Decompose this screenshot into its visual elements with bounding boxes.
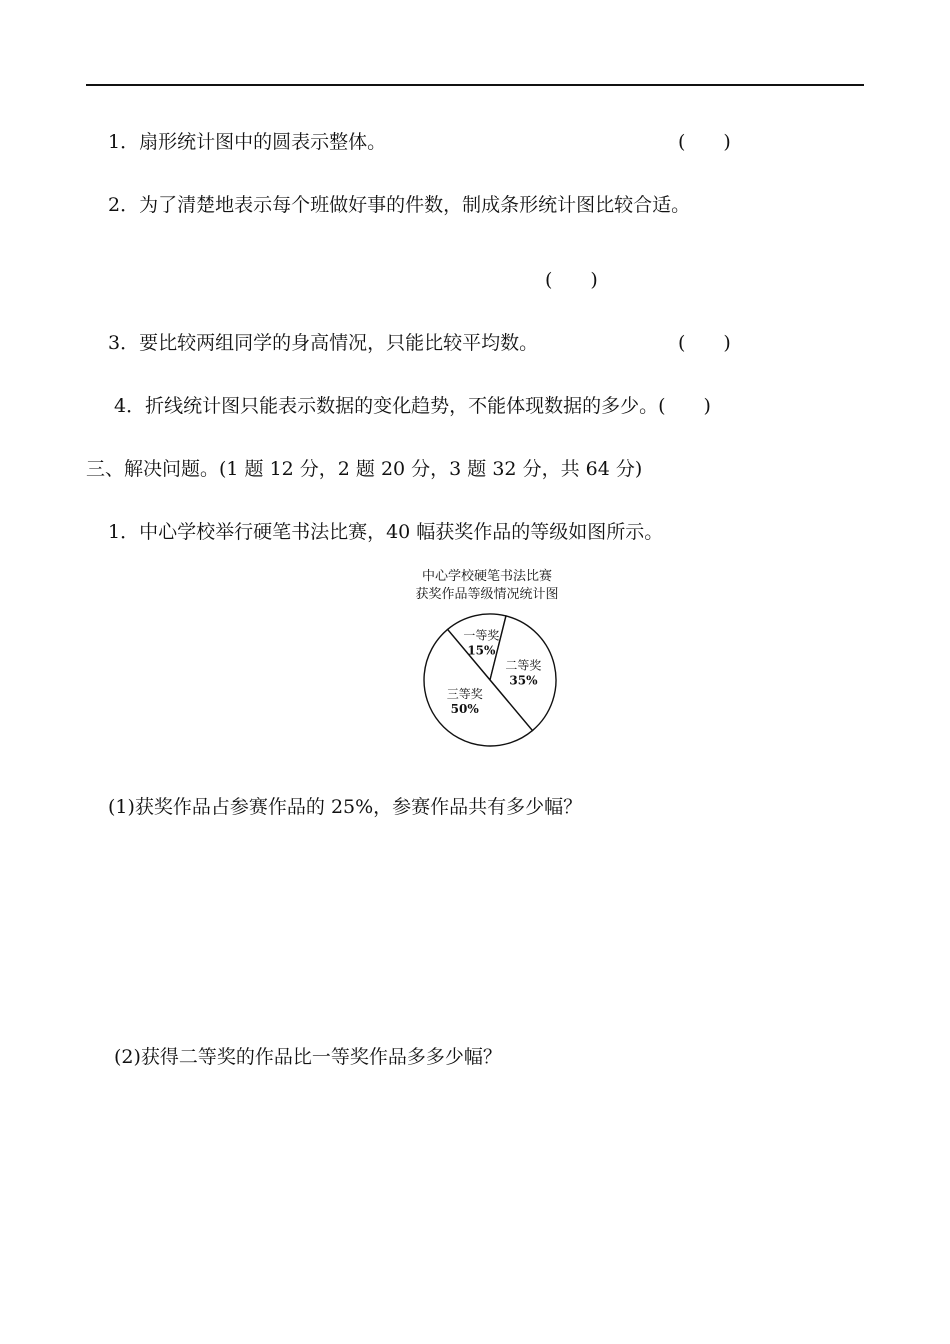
judgement-item-4 — [114, 394, 711, 418]
item-number: 4． — [114, 395, 146, 417]
item-text: 为了清楚地表示每个班做好事的件数，制成条形统计图比较合适。 — [139, 194, 691, 216]
pie-value-label-2: 35% — [509, 673, 538, 688]
answer-paren-4[interactable]: ( ) — [658, 395, 711, 417]
judgement-item-1 — [108, 130, 386, 154]
top-rule — [86, 84, 864, 86]
pie-label-3: 三等奖 — [446, 687, 483, 702]
item-text: 折线统计图只能表示数据的变化趋势，不能体现数据的多少。 — [145, 395, 659, 417]
answer-paren-3[interactable]: ( ) — [678, 332, 731, 354]
chart-title-line2: 获奖作品等级情况统计图 — [415, 587, 559, 602]
pie-label-2: 二等奖 — [505, 658, 542, 673]
item-text: 要比较两组同学的身高情况，只能比较平均数。 — [139, 332, 539, 354]
section-heading: 三、解决问题。(1 题 12 分，2 题 20 分，3 题 32 分，共 64 分) — [86, 458, 643, 480]
chart-title-line1: 中心学校硬笔书法比赛 — [421, 569, 552, 584]
judgement-item-3 — [108, 331, 538, 355]
pie-value-label-3: 50% — [450, 702, 479, 717]
pie-value-label-1: 15% — [467, 643, 496, 658]
item-number: 1． — [108, 131, 140, 153]
answer-paren-1[interactable]: ( ) — [678, 131, 731, 153]
item-number: 2． — [108, 194, 140, 216]
sub-question-1: (1)获奖作品占参赛作品的 25%，参赛作品共有多少幅？ — [108, 796, 583, 818]
answer-paren-2[interactable]: ( ) — [545, 269, 598, 291]
pie-chart — [418, 608, 562, 752]
item-number: 3． — [108, 332, 140, 354]
sub-question-2: (2)获得二等奖的作品比一等奖作品多多少幅？ — [114, 1046, 502, 1068]
judgement-item-2 — [108, 193, 690, 217]
pie-label-1: 一等奖 — [463, 628, 500, 643]
question-1: 1．中心学校举行硬笔书法比赛，40 幅获奖作品的等级如图所示。 — [108, 521, 664, 543]
item-text: 扇形统计图中的圆表示整体。 — [139, 131, 387, 153]
